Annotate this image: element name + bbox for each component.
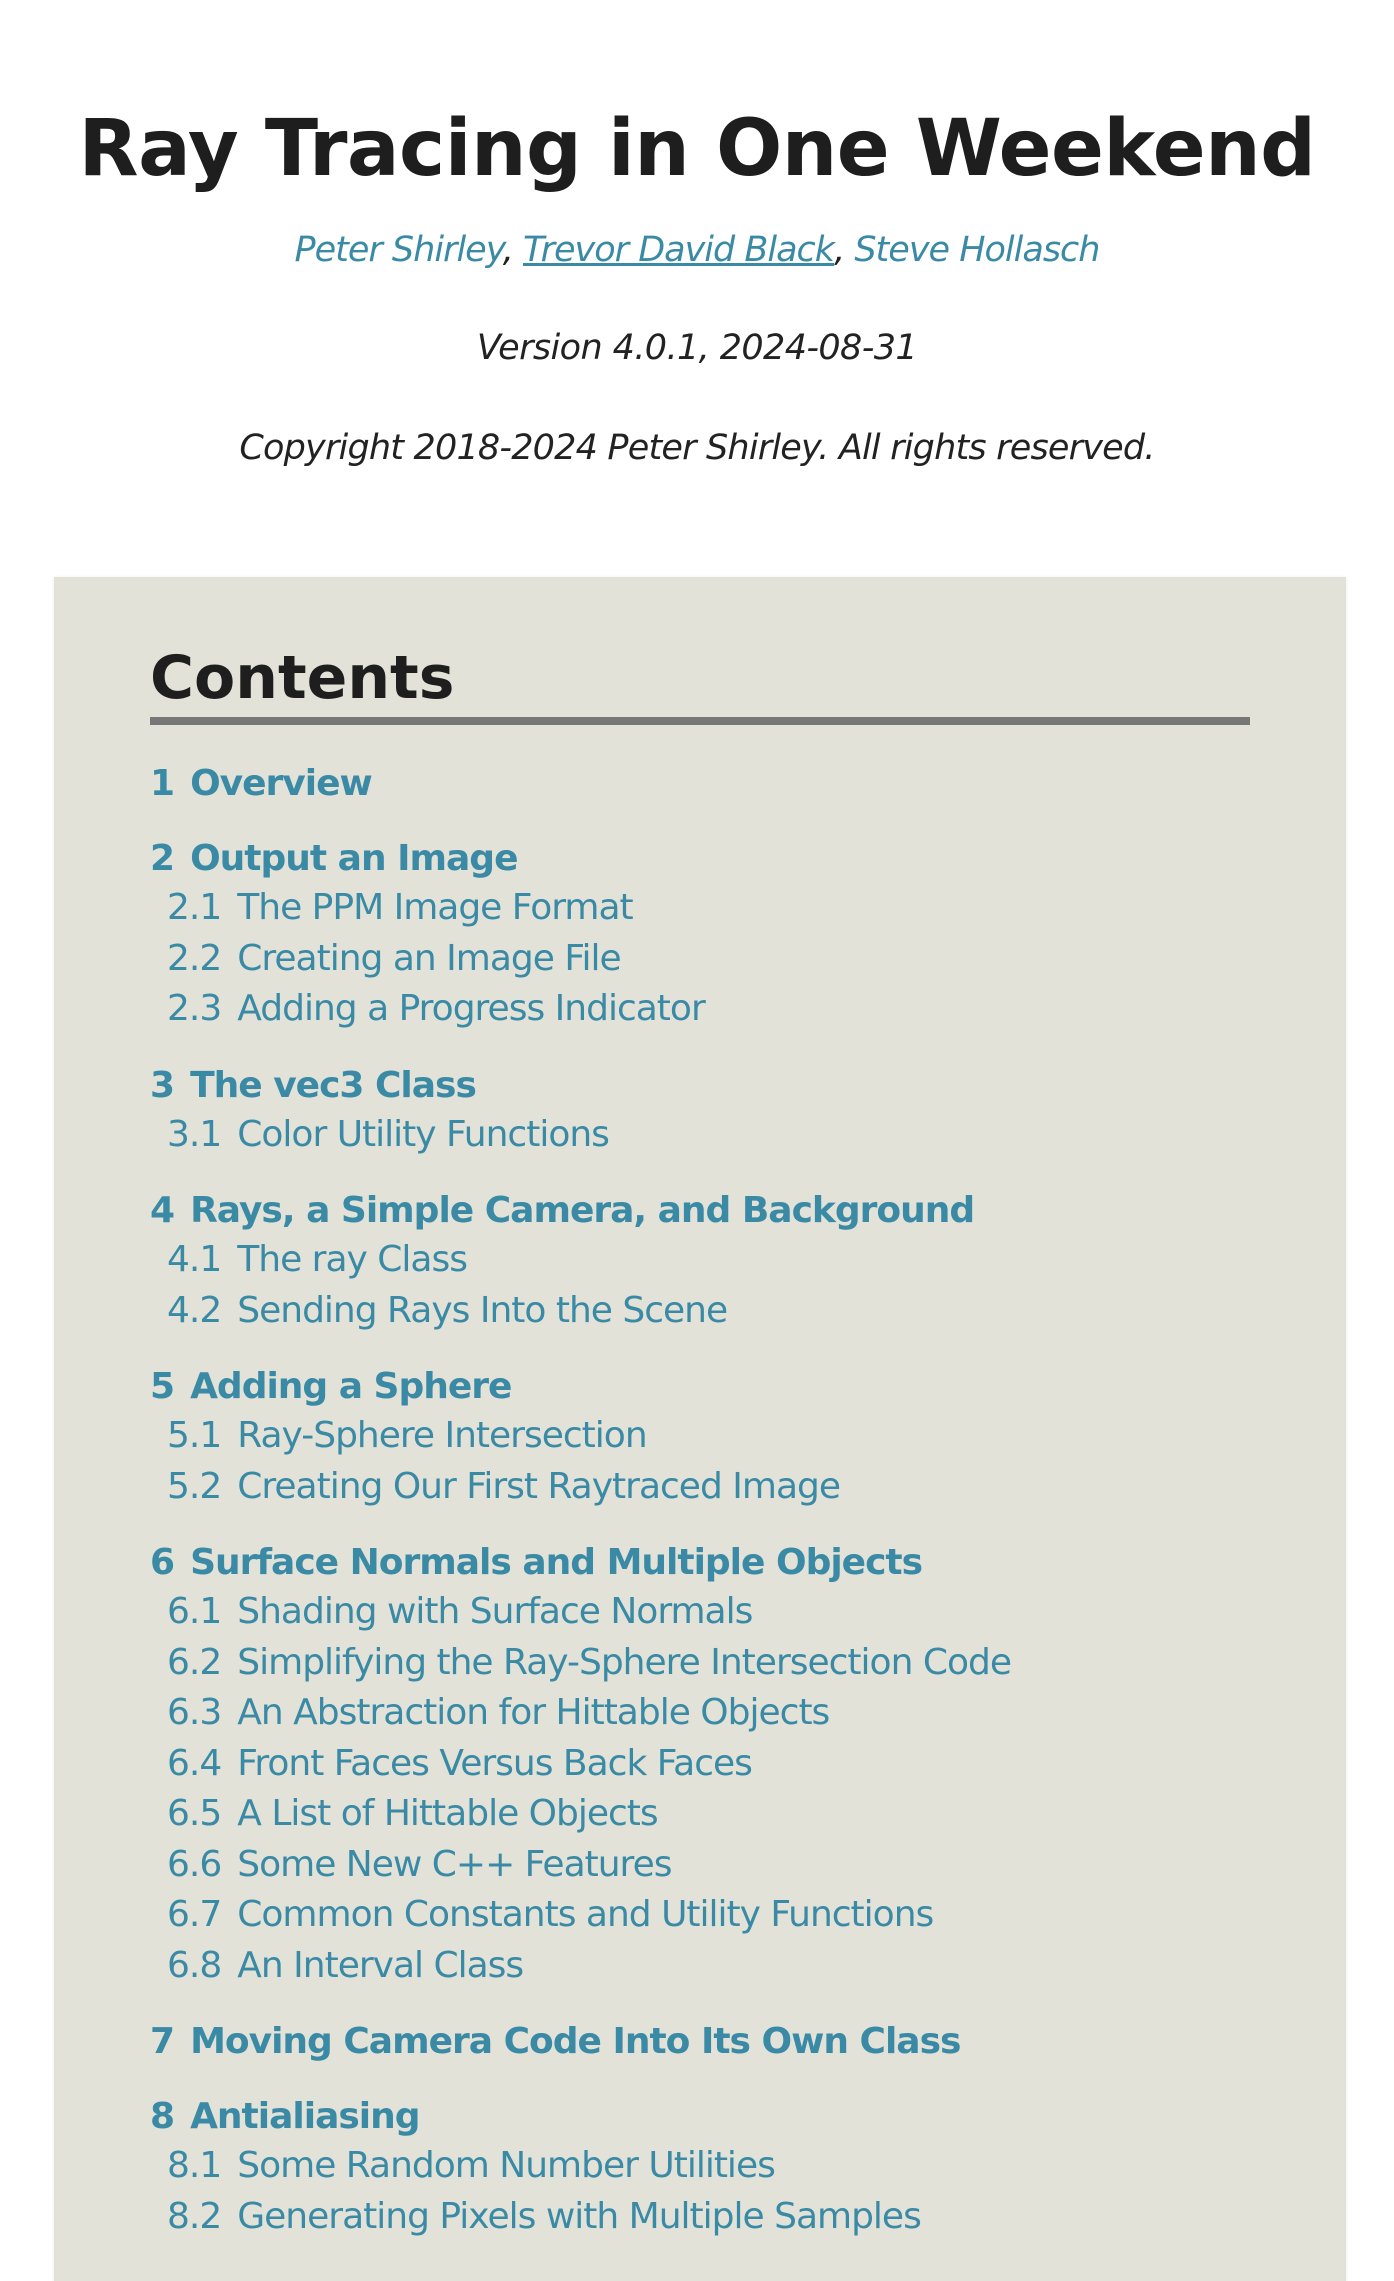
toc-section-title: A List of Hittable Objects: [237, 1793, 658, 1834]
author-link-peter-shirley[interactable]: Peter Shirley: [294, 230, 503, 270]
toc-section-link[interactable]: [150, 1235, 1300, 1286]
toc-chapter-title: The vec3 Class: [190, 1064, 476, 1106]
toc-chapter-link[interactable]: [150, 1539, 1300, 1587]
toc-chapter-link[interactable]: [150, 2093, 1300, 2141]
toc-section-number: 6.5: [167, 1793, 222, 1834]
toc-section-title: Adding a Progress Indicator: [237, 988, 705, 1029]
toc-chapter: [150, 1363, 1300, 1512]
toc-section-title: An Abstraction for Hittable Objects: [237, 1692, 830, 1733]
toc-chapter-number: 5: [150, 1366, 175, 1407]
toc-chapter-number: 8: [150, 2096, 175, 2137]
toc-section-link[interactable]: [150, 1411, 1300, 1462]
toc-section-number: 6.7: [167, 1894, 222, 1935]
version-line: Version 4.0.1, 2024-08-31: [476, 328, 918, 368]
toc-section-number: 8.2: [167, 2195, 222, 2237]
toc-section-title: Color Utility Functions: [237, 1113, 609, 1155]
toc-chapter: [150, 835, 1300, 1035]
toc-section-title: Some Random Number Utilities: [237, 2145, 775, 2186]
toc-chapter-title: Output an Image: [190, 838, 518, 879]
toc-chapter-link[interactable]: [150, 1363, 1300, 1411]
toc-section-number: 2.3: [167, 988, 222, 1029]
toc-section-link[interactable]: [150, 1789, 1300, 1840]
copyright-line: Copyright 2018-2024 Peter Shirley. All rights reserved.: [239, 428, 1155, 468]
author-separator: ,: [834, 230, 855, 270]
table-of-contents: [54, 577, 1346, 2281]
toc-section-title: Ray-Sphere Intersection: [237, 1415, 647, 1456]
toc-section-link[interactable]: [150, 2192, 1300, 2243]
toc-chapter-number: 1: [150, 763, 175, 804]
toc-section-link[interactable]: [150, 1890, 1300, 1941]
toc-chapter: [150, 1187, 1300, 1336]
toc-section-title: Some New C++ Features: [237, 1843, 672, 1885]
toc-section-link[interactable]: [150, 1840, 1300, 1891]
toc-chapter-title: Surface Normals and Multiple Objects: [190, 1542, 923, 1583]
toc-chapter-link[interactable]: [150, 760, 1300, 808]
page-title: Ray Tracing in One Weekend: [78, 104, 1316, 194]
toc-section-title: Creating an Image File: [237, 937, 621, 979]
toc-section-link[interactable]: [150, 1462, 1300, 1513]
toc-section-number: 3.1: [167, 1113, 222, 1155]
toc-section-number: 6.4: [167, 1742, 222, 1784]
toc-section-link[interactable]: [150, 1688, 1300, 1739]
toc-chapter-link[interactable]: [150, 1062, 1300, 1110]
toc-section-number: 6.8: [167, 1944, 222, 1986]
toc-section-title: The PPM Image Format: [237, 887, 633, 928]
toc-chapter-link[interactable]: [150, 1187, 1300, 1235]
toc-section-number: 5.2: [167, 1465, 222, 1507]
toc-chapter-title: Antialiasing: [190, 2096, 420, 2137]
toc-heading: Contents: [150, 639, 1250, 725]
toc-section-title: Simplifying the Ray-Sphere Intersection Code: [237, 1641, 1011, 1683]
toc-section-number: 6.2: [167, 1641, 222, 1683]
toc-section-link[interactable]: [150, 934, 1300, 985]
toc-section-number: 6.3: [167, 1692, 222, 1733]
toc-section-number: 8.1: [167, 2145, 222, 2186]
toc-chapter: [150, 1062, 1300, 1161]
toc-section-link[interactable]: [150, 1587, 1300, 1638]
toc-section-number: 4.2: [167, 1289, 222, 1331]
toc-section-link[interactable]: [150, 2141, 1300, 2192]
toc-chapter-title: Rays, a Simple Camera, and Background: [190, 1190, 975, 1231]
toc-section-title: Sending Rays Into the Scene: [237, 1289, 728, 1331]
author-link-steve-hollasch[interactable]: Steve Hollasch: [854, 230, 1100, 270]
toc-chapter-number: 2: [150, 838, 175, 879]
toc-section-title: Shading with Surface Normals: [237, 1591, 753, 1632]
toc-section-title: An Interval Class: [237, 1944, 524, 1986]
toc-section-number: 5.1: [167, 1415, 222, 1456]
toc-section-title: Common Constants and Utility Functions: [237, 1894, 934, 1935]
toc-section-title: The ray Class: [237, 1239, 467, 1280]
toc-chapter-number: 4: [150, 1190, 175, 1231]
author-separator: ,: [502, 230, 523, 270]
toc-section-number: 6.6: [167, 1843, 222, 1885]
author-link-trevor-david-black[interactable]: Trevor David Black: [522, 230, 835, 270]
toc-section-link[interactable]: [150, 1941, 1300, 1992]
toc-section-link[interactable]: [150, 1110, 1300, 1161]
toc-chapter-number: 7: [150, 2021, 175, 2062]
toc-chapter-title: Adding a Sphere: [190, 1366, 512, 1407]
toc-section-link[interactable]: [150, 1286, 1300, 1337]
toc-section-title: Generating Pixels with Multiple Samples: [237, 2195, 921, 2237]
document-header: [0, 0, 1394, 472]
toc-section-title: Creating Our First Raytraced Image: [237, 1465, 840, 1507]
toc-section-link[interactable]: [150, 1638, 1300, 1689]
toc-chapter: [150, 2093, 1300, 2242]
toc-section-link[interactable]: [150, 984, 1300, 1035]
toc-section-link[interactable]: [150, 1739, 1300, 1790]
toc-chapter: [150, 1539, 1300, 1991]
toc-section-number: 6.1: [167, 1591, 222, 1632]
toc-list: [150, 760, 1300, 2269]
toc-chapter-title: Moving Camera Code Into Its Own Class: [190, 2021, 961, 2062]
toc-section-title: Front Faces Versus Back Faces: [237, 1742, 752, 1784]
toc-chapter: [150, 2018, 1300, 2066]
toc-chapter: [150, 760, 1300, 808]
toc-section-number: 4.1: [167, 1239, 222, 1280]
toc-section-link[interactable]: [150, 883, 1300, 934]
toc-section-number: 2.2: [167, 937, 222, 979]
toc-chapter-number: 3: [150, 1064, 175, 1106]
toc-section-number: 2.1: [167, 887, 222, 928]
author-list: [0, 226, 1394, 274]
toc-chapter-number: 6: [150, 1542, 175, 1583]
toc-chapter-title: Overview: [190, 763, 372, 804]
toc-chapter-link[interactable]: [150, 835, 1300, 883]
toc-chapter-link[interactable]: [150, 2018, 1300, 2066]
